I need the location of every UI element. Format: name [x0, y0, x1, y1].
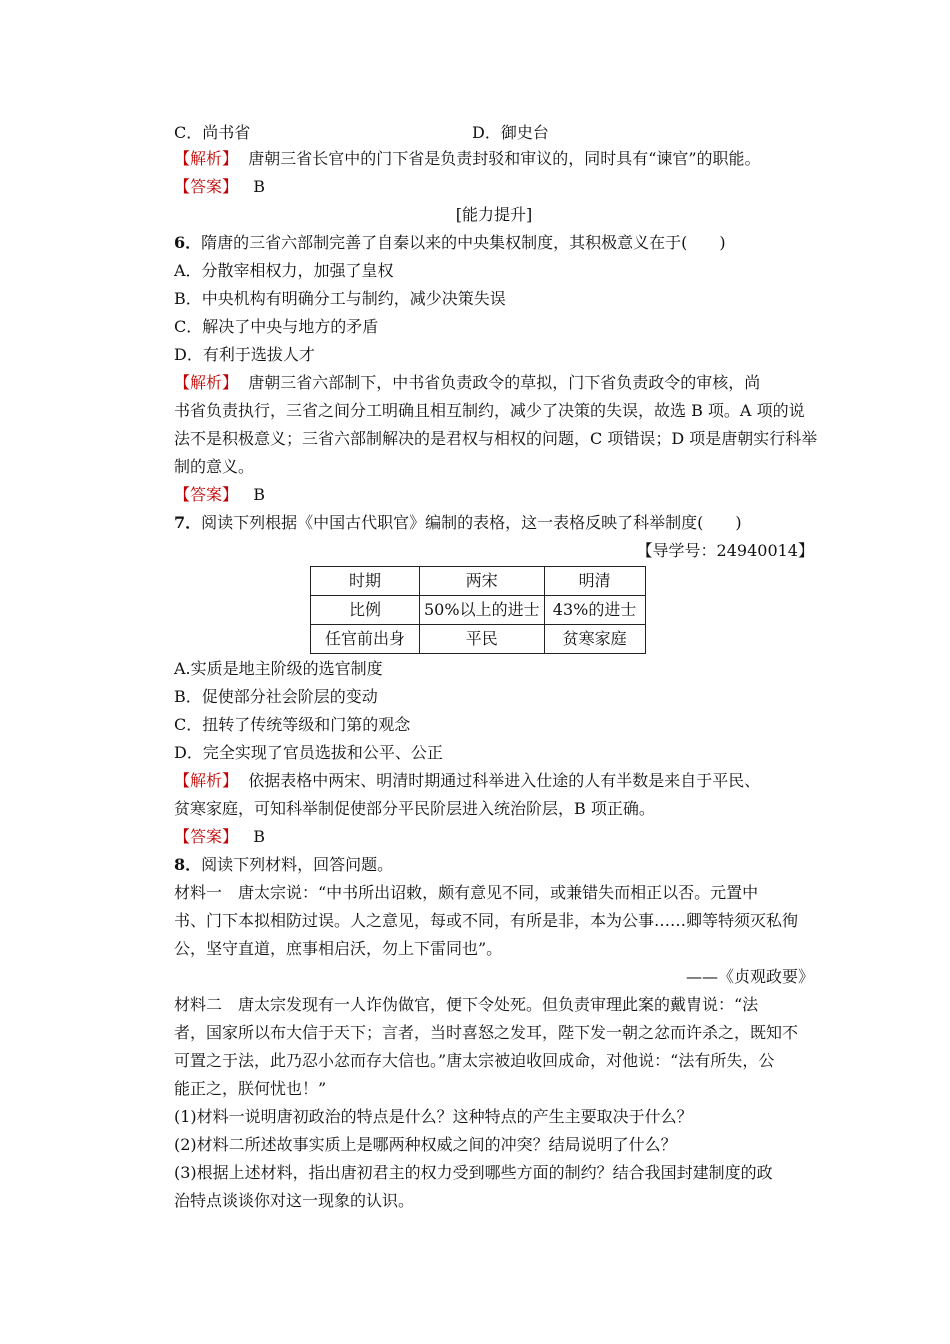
- answer-text: B: [253, 485, 266, 504]
- table-cell: 平民: [420, 625, 545, 654]
- table-cell: 任官前出身: [311, 625, 420, 654]
- q7-option-d: D．完全实现了官员选拔和公平、公正: [174, 743, 443, 762]
- q6-stem: [174, 230, 814, 256]
- question-stem: 阅读下列根据《中国古代职官》编制的表格，这一表格反映了科举制度( ): [201, 513, 742, 532]
- q7-analysis-line-2: 贫寒家庭，可知科举制促使部分平民阶层进入统治阶层，B 项正确。: [174, 799, 655, 818]
- career-table: [310, 566, 646, 654]
- q7-stem: [174, 510, 814, 536]
- analysis-text: 唐朝三省六部制下，中书省负责政令的草拟，门下省负责政令的审核，尚: [248, 373, 761, 392]
- table-cell: 50%以上的进士: [420, 596, 545, 625]
- table-cell: 比例: [311, 596, 420, 625]
- question-3-line-1: (3)根据上述材料，指出唐初君主的权力受到哪些方面的制约？结合我国封建制度的政: [174, 1163, 773, 1182]
- q6-option-a: A．分散宰相权力，加强了皇权: [174, 261, 394, 280]
- question-stem: 阅读下列材料，回答问题。: [201, 855, 394, 874]
- table-row: [311, 596, 646, 625]
- answer-text: B: [253, 177, 266, 196]
- material1-source: ——《贞观政要》: [685, 967, 814, 986]
- q5-answer: [174, 174, 814, 200]
- q6-analysis-line-1: [174, 370, 814, 396]
- answer-tag: 【答案】: [174, 177, 239, 196]
- analysis-text: 唐朝三省长官中的门下省是负责封驳和审议的，同时具有“谏官”的职能。: [248, 149, 761, 168]
- table-cell: 43%的进士: [544, 596, 645, 625]
- answer-tag: 【答案】: [174, 485, 239, 504]
- q6-option-c: C．解决了中央与地方的矛盾: [174, 317, 379, 336]
- analysis-tag: 【解析】: [174, 373, 239, 392]
- table-cell: 明清: [544, 567, 645, 596]
- analysis-tag: 【解析】: [174, 771, 239, 790]
- material1-line-3: 公，坚守直道，庶事相启沃，勿上下雷同也”。: [174, 939, 503, 958]
- q8-stem: [174, 852, 814, 878]
- question-1: (1)材料一说明唐初政治的特点是什么？这种特点的产生主要取决于什么？: [174, 1107, 693, 1126]
- analysis-text: 依据表格中两宋、明清时期通过科举进入仕途的人有半数是来自于平民、: [248, 771, 761, 790]
- q6-analysis-line-3: 法不是积极意义；三省六部制解决的是君权与相权的问题，C 项错误；D 项是唐朝实行科举: [174, 429, 818, 448]
- q7-option-b: B．促使部分社会阶层的变动: [174, 687, 378, 706]
- table-cell: 时期: [311, 567, 420, 596]
- question-stem: 隋唐的三省六部制完善了自秦以来的中央集权制度，其积极意义在于( ): [201, 233, 726, 252]
- q5-option-c: C．尚书省: [174, 123, 251, 142]
- question-number: 7．: [174, 513, 202, 532]
- q7-option-a: A.实质是地主阶级的选官制度: [174, 659, 383, 678]
- q5-option-d: D．御史台: [472, 123, 549, 142]
- q6-option-d: D．有利于选拔人才: [174, 345, 315, 364]
- q6-analysis-line-4: 制的意义。: [174, 457, 255, 476]
- table-row: [311, 567, 646, 596]
- material2-line-1: 材料二 唐太宗发现有一人诈伪做官，便下令处死。但负责审理此案的戴胄说：“法: [174, 995, 759, 1014]
- q5-analysis: [174, 146, 814, 172]
- question-2: (2)材料二所述故事实质上是哪两种权威之间的冲突？结局说明了什么？: [174, 1135, 677, 1154]
- q6-analysis-line-2: 书省负责执行，三省之间分工明确且相互制约，减少了决策的失误，故选 B 项。A 项的说: [174, 401, 805, 420]
- material1-line-2: 书、门下本拟相防过误。人之意见，每或不同，有所是非，本为公事……卿等特须灭私徇: [174, 911, 799, 930]
- section-title: [能力提升]: [455, 205, 533, 224]
- material2-line-3: 可置之于法，此乃忍小忿而存大信也。”唐太宗被迫收回成命，对他说：“法有所失，公: [174, 1051, 775, 1070]
- table-cell: 贫寒家庭: [544, 625, 645, 654]
- question-number: 6．: [174, 233, 202, 252]
- answer-tag: 【答案】: [174, 827, 239, 846]
- material2-line-2: 者，国家所以布大信于天下；言者，当时喜怒之发耳，陛下发一朝之忿而许杀之，既知不: [174, 1023, 799, 1042]
- table-row: [311, 625, 646, 654]
- material1-line-1: 材料一 唐太宗说：“中书所出诏敕，颇有意见不同，或兼错失而相正以否。元置中: [174, 883, 759, 902]
- q7-option-c: C．扭转了传统等级和门第的观念: [174, 715, 411, 734]
- q6-answer: [174, 482, 814, 508]
- table-cell: 两宋: [420, 567, 545, 596]
- material2-line-4: 能正之，朕何忧也！”: [174, 1079, 327, 1098]
- q7-answer: [174, 824, 814, 850]
- answer-text: B: [253, 827, 266, 846]
- guide-number: 【导学号：24940014】: [636, 541, 814, 560]
- question-3-line-2: 治特点谈谈你对这一现象的认识。: [174, 1191, 415, 1210]
- question-number: 8．: [174, 855, 202, 874]
- q6-option-b: B．中央机构有明确分工与制约，减少决策失误: [174, 289, 506, 308]
- analysis-tag: 【解析】: [174, 149, 239, 168]
- q5-options-row: [174, 120, 814, 146]
- q7-analysis-line-1: [174, 768, 814, 794]
